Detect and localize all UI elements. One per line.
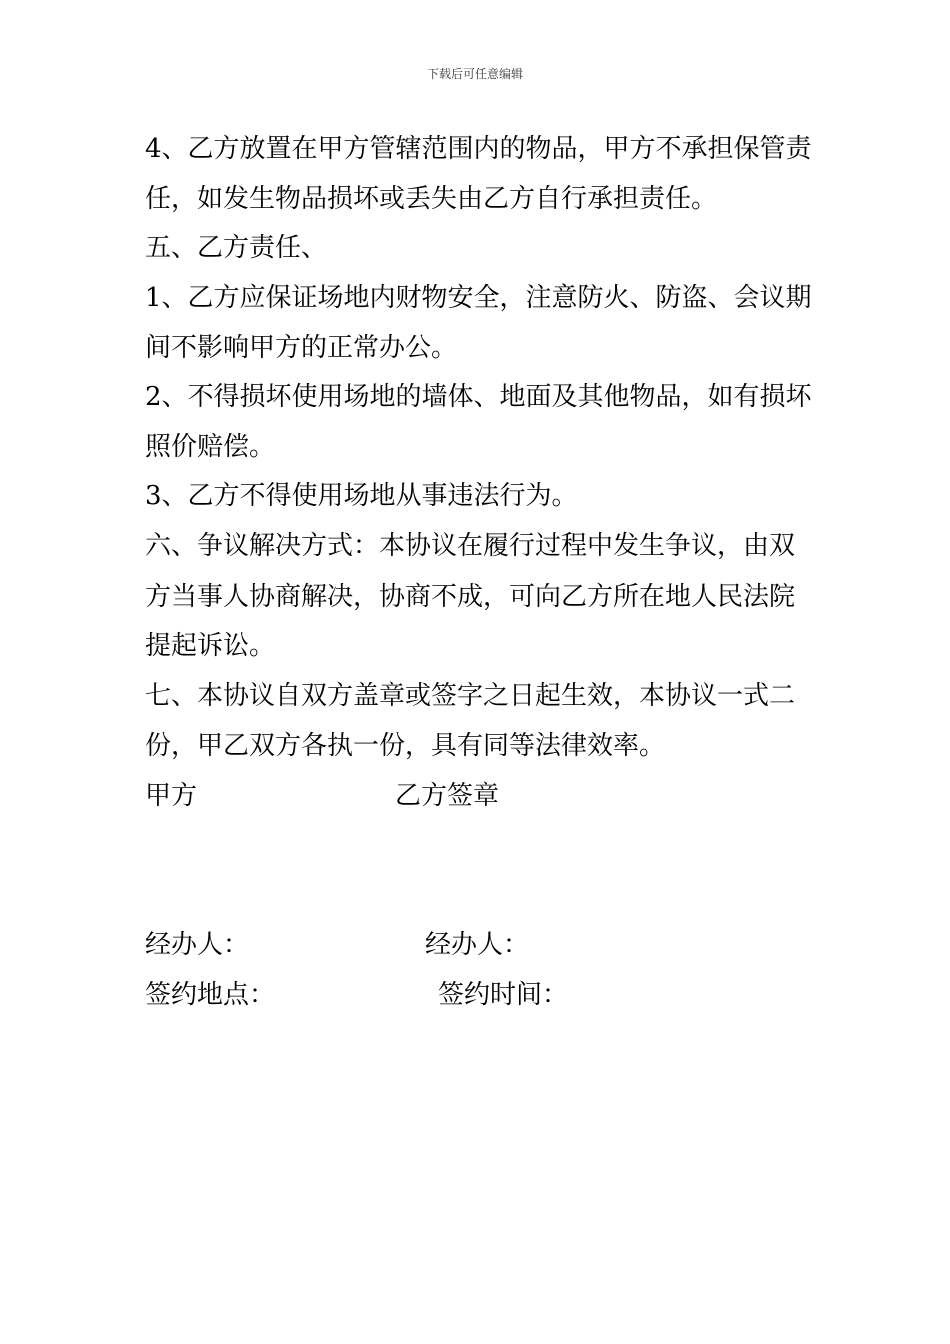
paragraph-line: 4、乙方放置在甲方管辖范围内的物品，甲方不承担保管责: [145, 134, 812, 164]
sign-time-label: 签约时间：: [438, 980, 569, 1010]
party-b-seal-label: 乙方签章: [395, 781, 500, 811]
paragraph-line: 间不影响甲方的正常办公。: [145, 333, 458, 363]
paragraph-line: 1、乙方应保证场地内财物安全，注意防火、防盗、会议期: [145, 283, 812, 313]
agent-a-label: 经办人：: [145, 930, 250, 960]
paragraph-line: 七、本协议自双方盖章或签字之日起生效，本协议一式二: [145, 681, 796, 711]
page-header-note: 下载后可任意编辑: [426, 67, 523, 81]
paragraph-line: 3、乙方不得使用场地从事违法行为。: [145, 481, 578, 511]
party-a-label: 甲方: [145, 781, 198, 811]
paragraph-line: 方当事人协商解决，协商不成，可向乙方所在地人民法院: [145, 582, 796, 612]
sign-place-label: 签约地点：: [145, 980, 276, 1010]
paragraph-line: 六、争议解决方式：本协议在履行过程中发生争议，由双: [145, 531, 796, 561]
section-heading: 五、乙方责任、: [145, 233, 328, 263]
paragraph-line: 任，如发生物品损坏或丢失由乙方自行承担责任。: [145, 184, 718, 214]
agent-b-label: 经办人：: [425, 930, 530, 960]
paragraph-line: 份，甲乙双方各执一份，具有同等法律效率。: [145, 731, 666, 761]
paragraph-line: 2、不得损坏使用场地的墙体、地面及其他物品，如有损坏: [145, 382, 812, 412]
paragraph-line: 照价赔偿。: [145, 432, 276, 462]
paragraph-line: 提起诉讼。: [145, 631, 276, 661]
